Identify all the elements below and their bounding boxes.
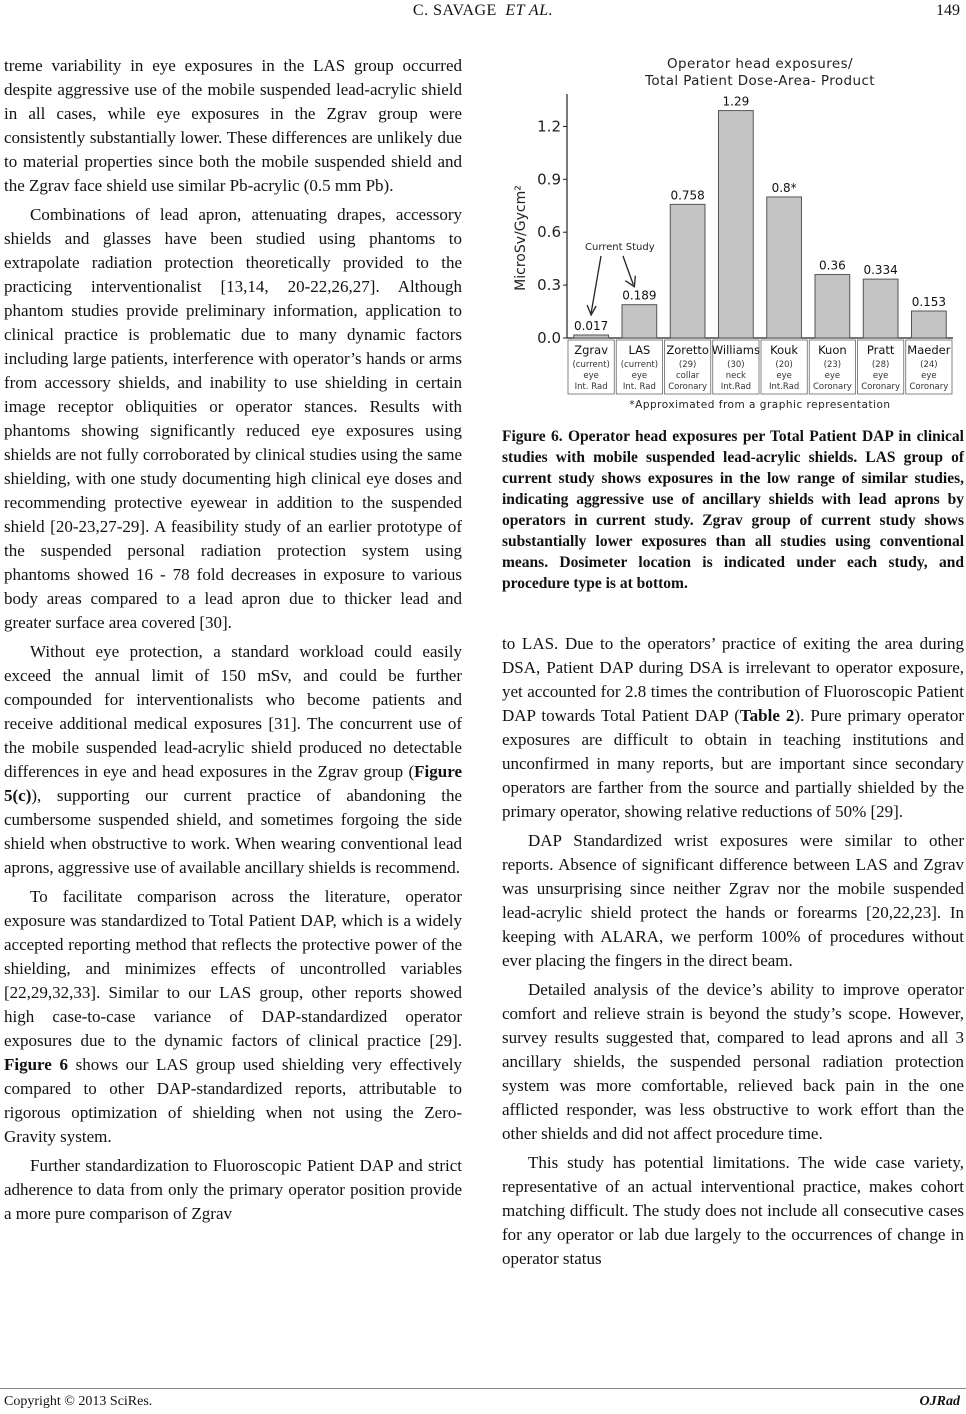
category-label: Kuon — [818, 343, 847, 357]
paragraph-text: ). Pure primary operator exposures are difficult to obtain in teaching institutions and unconfirmed in many reports, but are important since secondary operators are farther from the source and partially shielded by the primary operator, showing relative reductions of 50% [29]. — [502, 706, 964, 821]
annotation-arrow — [623, 256, 633, 285]
category-ref: (20) — [775, 360, 793, 370]
paragraph: Combinations of lead apron, attenuating drapes, accessory shields and glasses have been studied using phantoms to extrapolate radiation protection theoretically provided to the practicing interventionalist [13,14, 20-22,26,27]. Although phantom studies provide preliminary information, application to clinical practice is problematic due to many dynamic factors including large patients, interference with operator’s hands or arms from accessory shields, and inability to use shielding in certain image receptor obliquities or operator stances. Results with phantoms showing significantly reduced eye exposures using shields are not fully corroborated by clinical studies using the same shielding, with one study documenting high clinical eye doses and recommending protective eyewear in addition to the suspended shield [20-23,27-29]. A feasibility study of an earlier prototype of the suspended personal radiation protection system using phantoms showed 16 - 78 fold decreases in exposure to various body areas compared to a lead apron due to thicker lead and greater surface area covered [30]. — [4, 205, 462, 632]
bar — [863, 279, 898, 338]
category-location: eye — [631, 371, 648, 381]
category-location: eye — [824, 371, 841, 381]
footer-divider — [0, 1388, 966, 1389]
category-procedure: Int. Rad — [574, 382, 608, 392]
category-procedure: Int. Rad — [622, 382, 656, 392]
category-ref: (current) — [572, 360, 610, 370]
category-procedure: Int.Rad — [768, 382, 800, 392]
category-label: Kouk — [770, 343, 799, 357]
data-label: 0.36 — [819, 258, 846, 273]
category-label: Zoretto — [666, 343, 709, 357]
chart-footnote: *Approximated from a graphic representation — [629, 399, 891, 411]
category-procedure: Coronary — [668, 382, 708, 392]
paragraph-text: shows our LAS group used shielding very effectively compared to other DAP-standardized reports, attributable to rigorous optimization of shielding when not using the Zero-Gravity system. — [4, 1055, 462, 1146]
category-ref: (30) — [727, 360, 745, 370]
bar — [622, 305, 657, 338]
bar — [574, 335, 609, 338]
figure-caption: Figure 6. Operator head exposures per Total Patient DAP in clinical studies with mobile suspended lead-acrylic shields. LAS group of current study shows exposures in the low range of similar studies, indicating aggressive use of ancillary shields with lead aprons by operators in current study. Zgrav group of current study shows substantially lower exposures than all studies using conventional means. Dosimeter location is indicated under each study, and procedure type is at bottom. — [502, 428, 964, 592]
bar — [670, 204, 705, 338]
copyright-notice: Copyright © 2013 SciRes. — [4, 1394, 153, 1409]
paragraph-text: ), supporting our current practice of abandoning the cumbersome suspended shield, and sometimes forgoing the side shield when obstructive to work. When wearing conventional lead aprons, aggressive use of available ancillary shields is recommend. — [4, 786, 462, 877]
chart-title-line-2: Total Patient Dose-Area- Product — [645, 73, 875, 89]
left-column — [4, 54, 462, 1226]
bar-chart — [505, 48, 963, 412]
table-2-reference[interactable]: Table 2 — [739, 706, 795, 725]
journal-name: OJRad — [919, 1394, 960, 1409]
running-title — [0, 2, 966, 20]
bar — [912, 311, 947, 338]
paragraph — [4, 640, 462, 880]
paragraph — [502, 632, 964, 824]
category-location: eye — [776, 371, 792, 381]
category-label: Maeder — [907, 343, 951, 357]
data-label: 0.017 — [573, 319, 609, 334]
category-label: Pratt — [866, 343, 895, 357]
data-label: 0.758 — [670, 188, 705, 203]
category-label: Zgrav — [574, 343, 609, 357]
current-study-annotation: Current Study — [585, 242, 655, 253]
y-tick-label: 0.3 — [537, 276, 561, 295]
category-procedure: Coronary — [909, 382, 949, 392]
category-ref: (current) — [620, 360, 659, 370]
category-label: LAS — [628, 343, 651, 357]
paragraph-text: to LAS. Due to the operators’ practice of exiting the area during DSA, Patient DAP during DSA is irrelevant to operator exposure, yet accounted for 2.8 times the contribution of Fluoroscopic Patient DAP towards Total Patient DAP ( — [502, 634, 964, 725]
category-location: eye — [872, 371, 889, 381]
y-tick-label: 0.6 — [537, 223, 561, 242]
page-header — [0, 0, 966, 24]
data-label: 0.334 — [863, 263, 898, 278]
right-column — [502, 632, 964, 1271]
category-location: collar — [675, 371, 700, 381]
annotation-arrow — [591, 256, 601, 313]
paragraph: This study has potential limitations. The wide case variety, representative of an actual interventional practice, makes cohort matching difficult. The study does not include all consecutive cases for any operator or lab due largely to the occurrences of change in operator status — [502, 1153, 964, 1268]
y-tick-label: 0.0 — [537, 329, 561, 347]
category-location: eye — [583, 371, 599, 381]
running-title-authors: C. SAVAGE — [412, 2, 497, 19]
y-tick-label: 0.9 — [537, 170, 561, 189]
category-procedure: Coronary — [861, 382, 901, 392]
data-label: 0.153 — [911, 295, 947, 310]
category-ref: (28) — [871, 360, 890, 370]
figure-5c-reference[interactable]: Figure 5(c) — [4, 762, 462, 805]
page-number: 149 — [936, 2, 960, 19]
running-title-etal: ET AL. — [505, 2, 554, 19]
category-procedure: Coronary — [812, 382, 852, 392]
category-ref: (29) — [678, 360, 697, 370]
bar — [719, 111, 754, 338]
category-ref: (24) — [920, 360, 938, 370]
y-tick-label: 1.2 — [537, 117, 561, 136]
category-location: eye — [921, 371, 937, 381]
figure-6-reference[interactable]: Figure 6 — [4, 1055, 68, 1074]
paragraph-text: Without eye protection, a standard workload could easily exceed the annual limit of 150 mSv, and could be further compounded for interventionalists who become patients and receive additional medical exposures [31]. The concurrent use of the mobile suspended lead-acrylic shield produced no detectable differences in eye and head exposures in the Zgrav group ( — [4, 642, 462, 781]
data-label: 0.189 — [622, 288, 657, 303]
paragraph — [4, 885, 462, 1149]
category-procedure: Int.Rad — [720, 382, 752, 392]
bar — [815, 275, 850, 338]
data-label: 1.29 — [722, 94, 750, 109]
figure-6-chart — [505, 48, 963, 412]
category-ref: (23) — [823, 360, 842, 370]
paragraph-text: To facilitate comparison across the literature, operator exposure was standardized to Total Patient DAP, which is a widely accepted reporting method that reflects the protective power of the shielding, and minimizes effects of uncontrolled variables [22,29,32,33]. Similar to our LAS group, other reports showed high case-to-case variance of DAP-standardized operator exposures due to the dynamic factors of clinical practice [29]. — [4, 887, 462, 1050]
y-axis-label: MicroSv/Gycm² — [513, 185, 529, 291]
paragraph: Detailed analysis of the device’s ability to improve operator comfort and relieve strain is beyond the study’s scope. However, survey results suggested that, compared to lead aprons and all 3 ancillary shields, the suspended personal radiation protection system was more comfortable, relieved back pain in the one afflicted responder, was less obstructive to work effort than the other shields and did not affect procedure time. — [502, 980, 964, 1143]
category-label: Williams — [711, 343, 760, 357]
chart-title-line-1: Operator head exposures/ — [667, 56, 853, 72]
data-label: 0.8* — [771, 180, 797, 195]
category-location: neck — [725, 371, 746, 381]
paragraph: Further standardization to Fluoroscopic Patient DAP and strict adherence to data from only the primary operator position provide a more pure comparison of Zgrav — [4, 1156, 462, 1223]
paragraph: treme variability in eye exposures in the LAS group occurred despite aggressive use of the mobile suspended lead-acrylic shield in all cases, while eye exposures in the Zgrav group were consistently substantially lower. These differences are unlikely due to material properties since both the mobile suspended shield and the Zgrav face shield use similar Pb-acrylic (0.5 mm Pb). — [4, 56, 462, 195]
bar — [767, 197, 802, 338]
paragraph: DAP Standardized wrist exposures were similar to other reports. Absence of significant difference between LAS and Zgrav was unsurprising since neither Zgrav nor the mobile suspended lead-acrylic shield protect the hands or forearms [20,22,23]. In keeping with ALARA, we perform 100% of procedures without ever placing the fingers in the direct beam. — [502, 831, 964, 970]
